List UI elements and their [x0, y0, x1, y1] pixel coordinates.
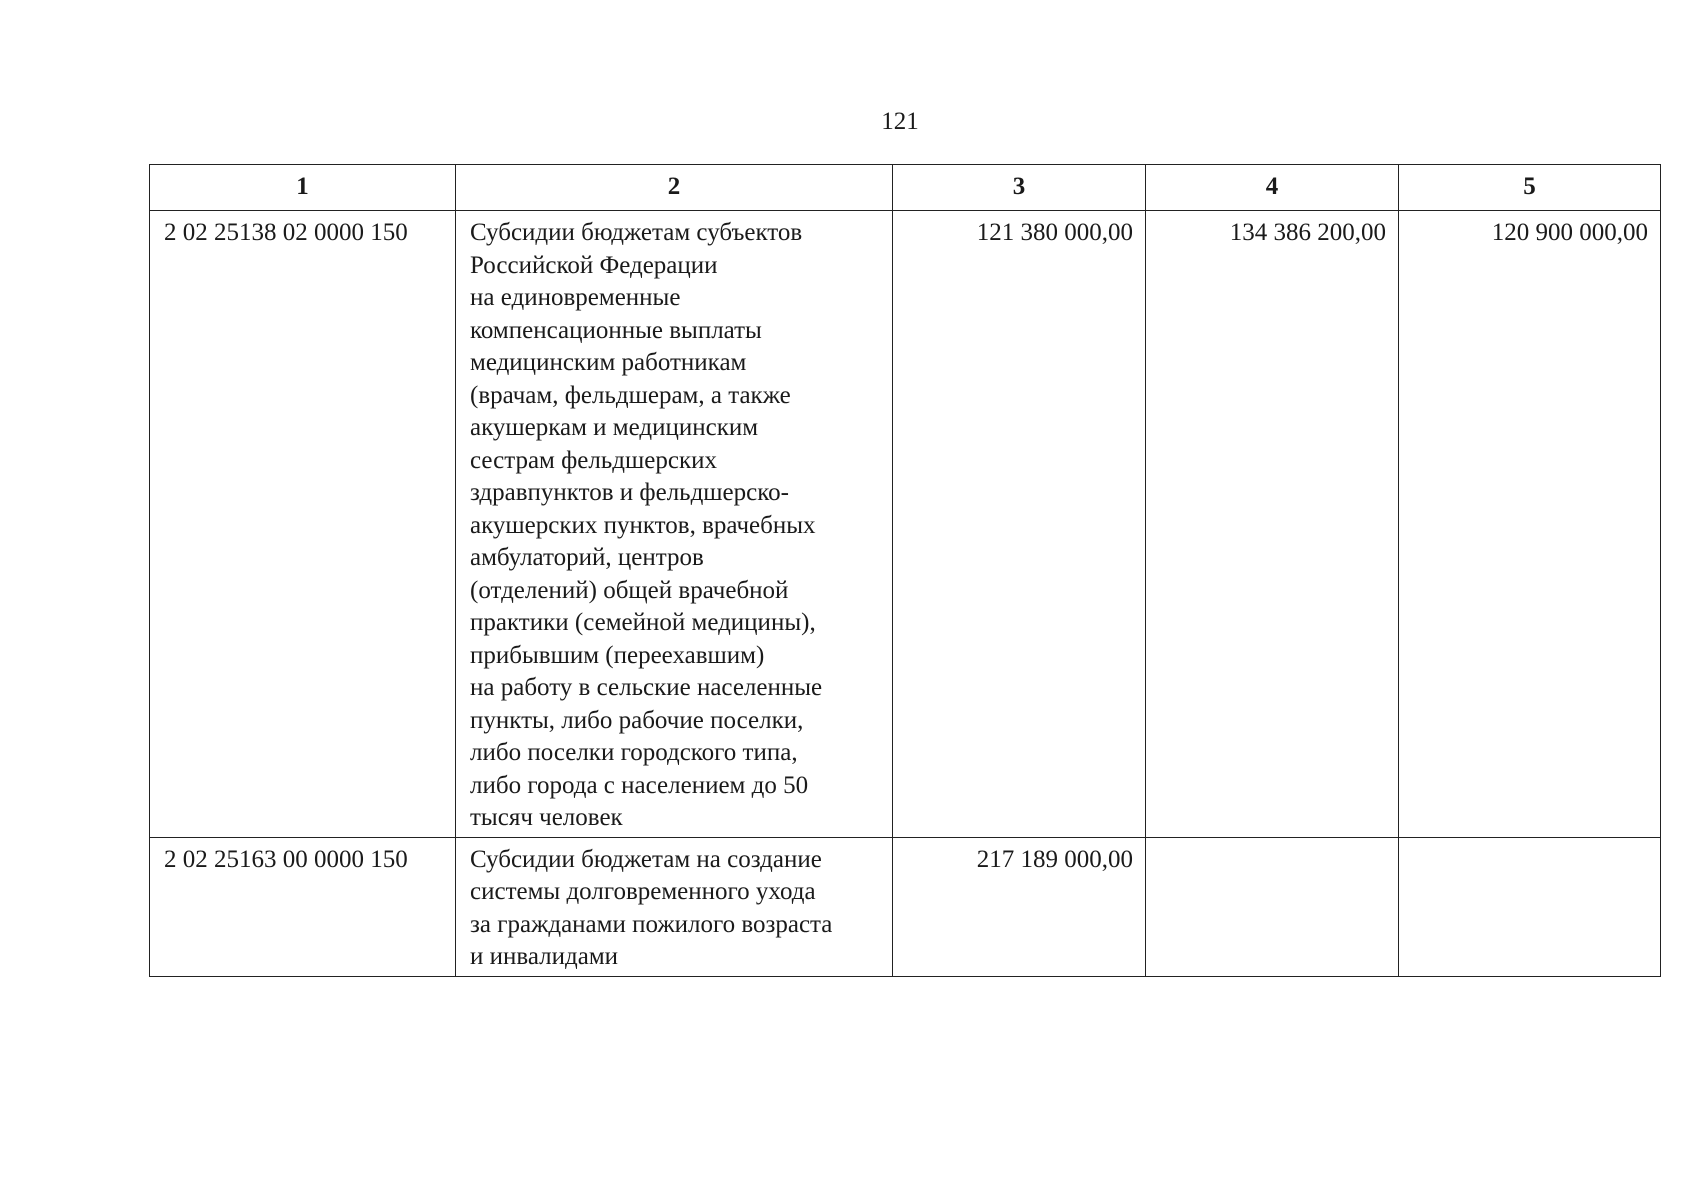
description-line: и инвалидами — [470, 943, 619, 970]
description-line: практики (семейной медицины), — [470, 609, 816, 636]
column-header-4: 4 — [1146, 165, 1399, 211]
amount-col3-cell: 217 189 000,00 — [893, 837, 1146, 976]
budget-table — [149, 164, 1661, 977]
budget-code-cell: 2 02 25163 00 0000 150 — [150, 837, 456, 976]
description-cell — [456, 837, 893, 976]
description-cell — [456, 211, 893, 838]
amount-col5-cell — [1399, 837, 1661, 976]
table-row — [150, 837, 1661, 976]
column-header-3: 3 — [893, 165, 1146, 211]
description-line: акушерских пунктов, врачебных — [470, 511, 816, 539]
amount-col3-cell: 121 380 000,00 — [893, 211, 1146, 838]
description-line: Субсидии бюджетам на создание — [470, 845, 822, 873]
description-line: акушеркам и медицинским — [470, 414, 759, 441]
description-line: сестрам фельдшерских — [470, 446, 717, 474]
description-line: здравпунктов и фельдшерско- — [470, 479, 789, 506]
budget-code-cell: 2 02 25138 02 0000 150 — [150, 211, 456, 838]
description-line: (отделений) общей врачебной — [470, 576, 789, 604]
amount-col4-cell: 134 386 200,00 — [1146, 211, 1399, 838]
description-line: системы долговременного ухода — [470, 878, 816, 905]
description-line: медицинским работникам — [470, 349, 747, 376]
amount-col5-cell: 120 900 000,00 — [1399, 211, 1661, 838]
description-line: (врачам, фельдшерам, а также — [470, 381, 791, 409]
description-line: либо поселки городского типа, — [470, 739, 798, 766]
description-line: Российской Федерации — [470, 251, 718, 279]
description-line: на работу в сельские населенные — [470, 674, 823, 701]
description-line: прибывшим (переехавшим) — [470, 641, 765, 669]
description-line: пункты, либо рабочие поселки, — [470, 706, 804, 734]
table-row — [150, 211, 1661, 838]
page-number: 121 — [881, 108, 919, 135]
description-line: компенсационные выплаты — [470, 316, 762, 344]
description-line: на единовременные — [470, 284, 681, 311]
description-line: Субсидии бюджетам субъектов — [470, 219, 803, 246]
description-line: либо города с населением до 50 — [470, 771, 809, 799]
table-header-row — [150, 165, 1661, 211]
column-header-1: 1 — [150, 165, 456, 211]
description-line: за гражданами пожилого возраста — [470, 910, 833, 938]
amount-col4-cell — [1146, 837, 1399, 976]
column-header-5: 5 — [1399, 165, 1661, 211]
column-header-2: 2 — [456, 165, 893, 211]
description-line: амбулаторий, центров — [470, 544, 704, 571]
description-line: тысяч человек — [470, 804, 623, 831]
